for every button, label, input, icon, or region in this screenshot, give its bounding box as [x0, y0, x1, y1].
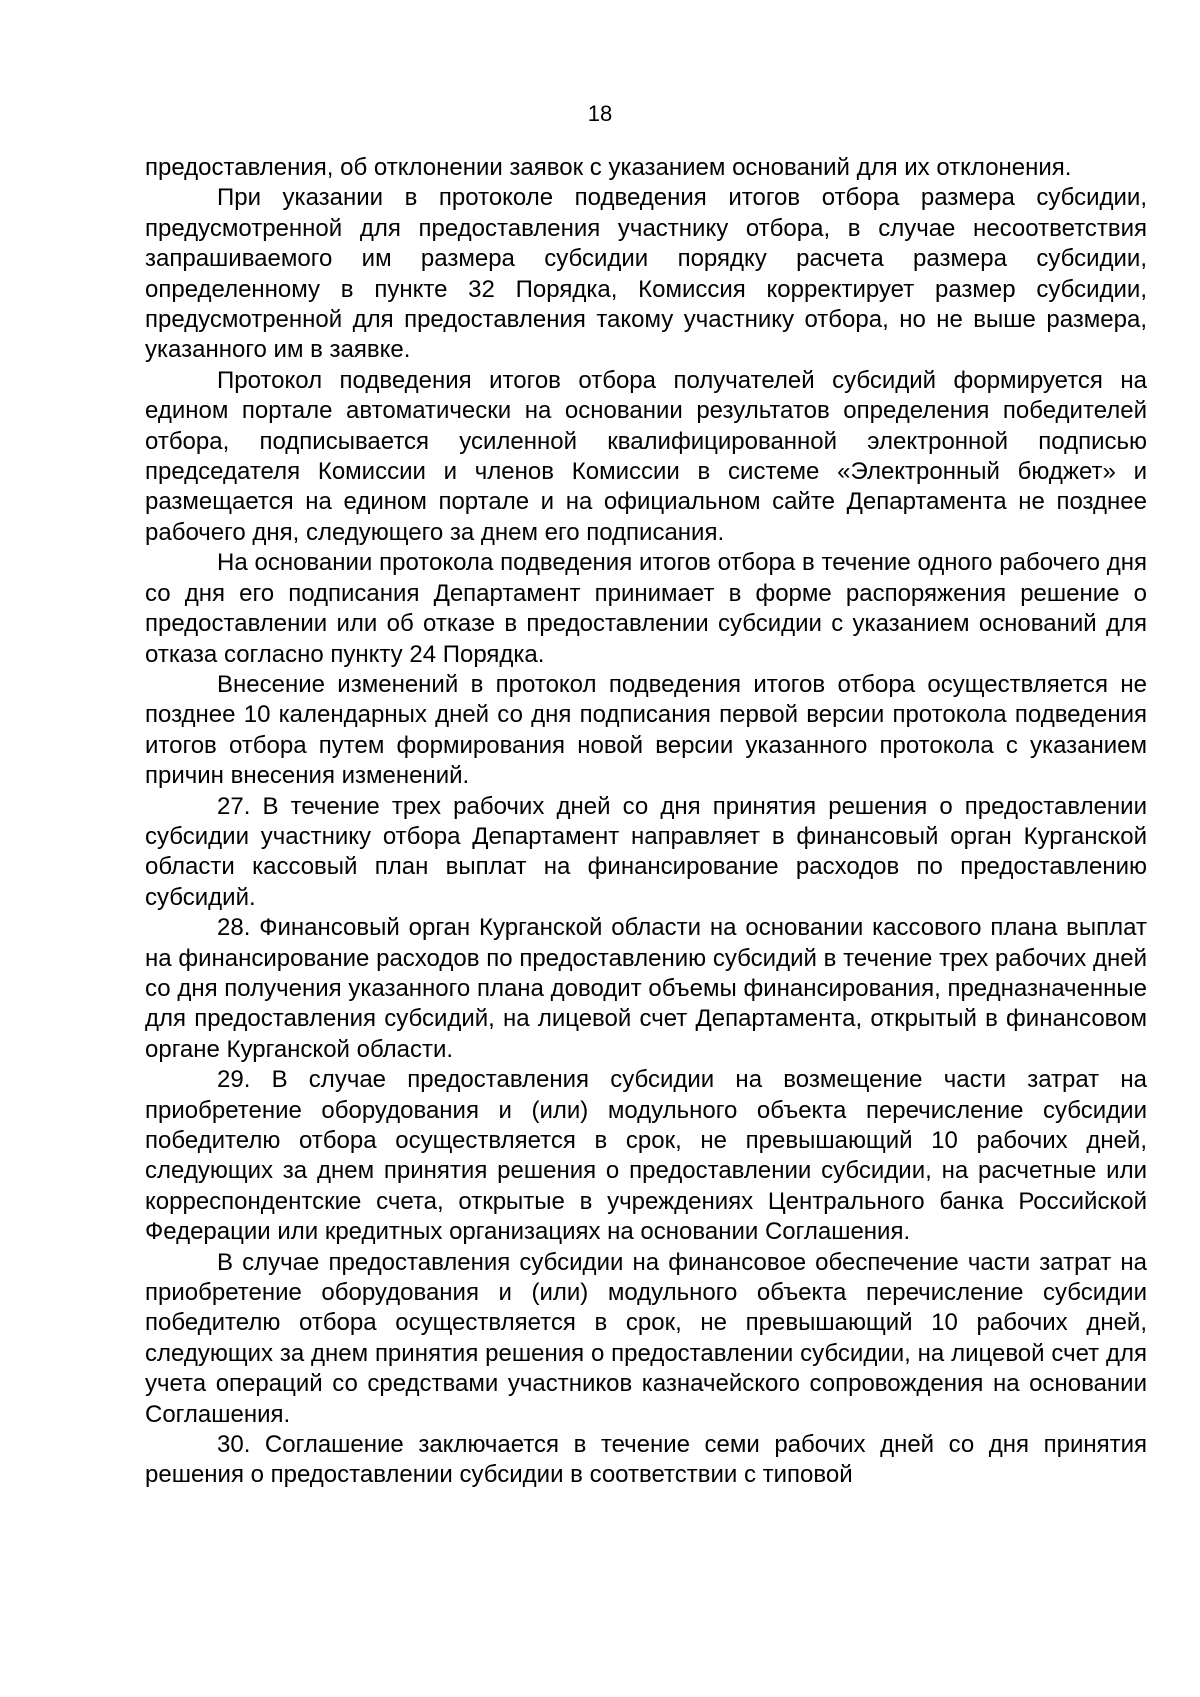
- paragraph-subsidy-size: При указании в протоколе подведения итогов отбора размера субсидии, предусмотренной для предоставления участнику отбора, в случае несоответствия запрашиваемого им размера субсидии порядку расчета размера субсидии, определенному в пункте 32 Порядка, Комиссия корректирует размер субсидии, предусмотренной для предоставления такому участнику отбора, но не выше размера, указанного им в заявке.: [145, 184, 1147, 364]
- paragraph-item-29: 29. В случае предоставления субсидии на возмещение части затрат на приобретение оборудования и (или) модульного объекта перечисление субсидии победителю отбора осуществляется в срок, не превышающий 10 рабочих дней, следующих за днем принятия решения о предоставлении субсидии, на расчетные или корреспондентские счета, открытые в учреждениях Центрального банка Российской Федерации или кредитных организациях на основании Соглашения.: [145, 1066, 1147, 1246]
- paragraph-item-28: 28. Финансовый орган Курганской области на основании кассового плана выплат на финансирование расходов по предоставлению субсидий в течение трех рабочих дней со дня получения указанного плана доводит объемы финансирования, предназначенные для предоставления субсидий, на лицевой счет Департамента, открытый в финансовом органе Курганской области.: [145, 914, 1147, 1063]
- page-number: 18: [587, 101, 613, 126]
- paragraph-financial-support: В случае предоставления субсидии на финансовое обеспечение части затрат на приобретение оборудования и (или) модульного объекта перечисление субсидии победителю отбора осуществляется в срок, не превышающий 10 рабочих дней, следующих за днем принятия решения о предоставлении субсидии, на лицевой счет для учета операций со средствами участников казначейского сопровождения на основании Соглашения.: [145, 1248, 1147, 1428]
- paragraph-item-27: 27. В течение трех рабочих дней со дня принятия решения о предоставлении субсидии участнику отбора Департамент направляет в финансовый орган Курганской области кассовый план выплат на финансирование расходов по предоставлению субсидий.: [145, 792, 1147, 911]
- paragraph-item-30: 30. Соглашение заключается в течение семи рабочих дней со дня принятия решения о предоставлении субсидии в соответствии с типовой: [145, 1431, 1147, 1489]
- paragraph-continuation: предоставления, об отклонении заявок с указанием оснований для их отклонения.: [145, 154, 1072, 181]
- paragraph-amendments: Внесение изменений в протокол подведения итогов отбора осуществляется не позднее 10 календарных дней со дня подписания первой версии протокола подведения итогов отбора путем формирования новой версии указанного протокола с указанием причин внесения изменений.: [145, 670, 1147, 790]
- paragraph-protocol: Протокол подведения итогов отбора получателей субсидий формируется на едином портале автоматически на основании результатов определения победителей отбора, подписывается усиленной квалифицированной электронной подписью председателя Комиссии и членов Комиссии в системе «Электронный бюджет» и размещается на едином портале и на официальном сайте Департамента не позднее рабочего дня, следующего за днем его подписания.: [145, 366, 1147, 546]
- document-body: [145, 153, 1147, 1491]
- paragraph-decision: На основании протокола подведения итогов отбора в течение одного рабочего дня со дня его подписания Департамент принимает в форме распоряжения решение о предоставлении или об отказе в предоставлении субсидии с указанием оснований для отказа согласно пункту 24 Порядка.: [145, 549, 1147, 668]
